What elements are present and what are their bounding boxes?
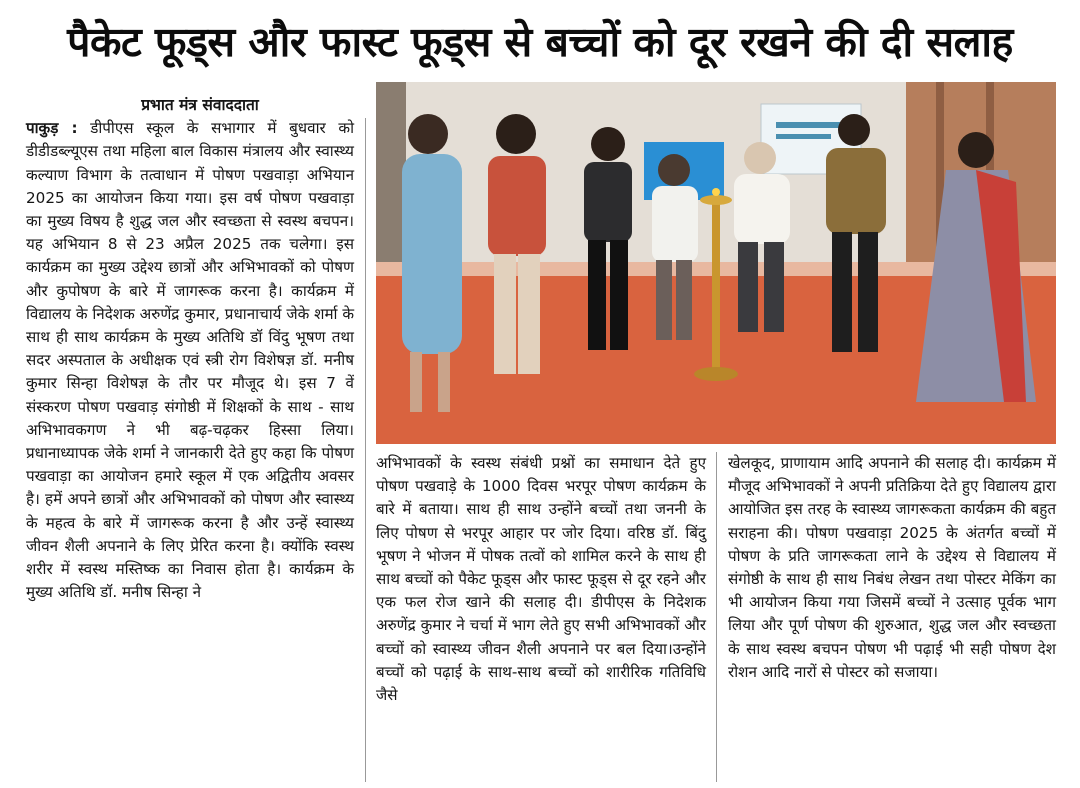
column-1-text: डीपीएस स्कूल के सभागार में बुधवार को डीडीडब्ल्यूएस तथा महिला बाल विकास मंत्रालय और स्वास्थ्य कल्याण विभाग के तत्वाधान में पोषण पखवाड़ा अभियान 2025 का आयोजन किया गया। इस वर्ष पोषण पखवाड़ा का मुख्य विषय है शुद्ध जल और स्वच्छता से स्वस्थ बचपन। यह अभियान 8 से 23 अप्रैल 2025 तक चलेगा। इस कार्यक्रम का मुख्य उद्देश्य छात्रों और अभिभावकों को पोषण और कुपोषण के बारे में जागरूक करना है। कार्यक्रम में विद्यालय के निदेशक अरुणेंद्र कुमार, प्रधानाचार्य जेके शर्मा के साथ ही साथ कार्यक्रम के मुख्य अतिथि डॉ विंदु भूषण तथा सदर अस्पताल के अधीक्षक एवं स्त्री रोग विशेषज्ञ डॉ. मनीष कुमार सिन्हा विशेषज्ञ के तौर पर मौजूद थे। इस 7 वें संस्करण पोषण पखवाड़ संगोष्ठी में शिक्षकों के साथ - साथ अभिभावकगण ने भी बढ़-चढ़कर हिस्सा लिया। प्रधानाध्यापक जेके शर्मा ने जानकारी देते हुए कहा कि पोषण पखवाड़ा का आयोजन हमारे स्कूल में एक अद्वितीय अवसर है। हमें अपने छात्रों और अभिभावकों को पोषण और स्वास्थ्य के महत्व के बारे में जागरूक करना है और उन्हें स्वास्थ्य जीवन शैली अपनाने के लिए प्रेरित करना है। क्योंकि स्वस्थ शरीर में स्वस्थ मस्तिष्क का निवास होता है। कार्यक्रम के मुख्य अतिथि डॉ. मनीष सिन्हा ने — [26, 119, 354, 602]
column-3-text: खेलकूद, प्राणायाम आदि अपनाने की सलाह दी। कार्यक्रम में मौजूद अभिभावकों ने अपनी प्रतिक्रिया देते हुए विद्यालय द्वारा आयोजित इस तरह के स्वास्थ्य जागरूकता कार्यक्रम की बहुत सराहना की। पोषण पखवाड़ा 2025 के अंतर्गत बच्चों में पोषण के प्रति जागरूकता लाने के उद्देश्य से विद्यालय में संगोष्ठी के साथ ही साथ निबंध लेखन तथा पोस्टर मेकिंग का भी आयोजन किया गया जिसमें बच्चों ने उत्साह पूर्वक भाग लिया और पूर्ण पोषण की शुरुआत, शुद्ध जल और स्वच्छता के साथ स्वस्थ बचपन पोषण भी पढ़ाई भी सही पोषण देश रोशन आदि नारों से पोस्टर को सजाया। — [728, 454, 1056, 681]
article-column-3 — [728, 452, 1056, 784]
byline: प्रभात मंत्र संवाददाता — [141, 96, 259, 114]
headline: पैकेट फूड्स और फास्ट फूड्स से बच्चों को दूर रखने की दी सलाह — [67, 18, 1013, 66]
column-2-text: अभिभावकों के स्वस्थ संबंधी प्रश्नों का समाधान देते हुए पोषण पखवाड़े के 1000 दिवस भरपूर पोषण कार्यक्रम के बारे में बताया। साथ ही साथ उन्होंने बच्चों तथा जननी के लिए पोषण से भरपूर आहार पर जोर दिया। वरिष्ठ डॉ. बिंदु भूषण ने भोजन में पोषक तत्वों को शामिल करने के साथ ही साथ बच्चों को पैकेट फूड्स और फास्ट फूड्स से दूर रहने और एक फल रोज खाने की सलाह दी। डीपीएस के निदेशक अरुणेंद्र कुमार ने चर्चा में भाग लेते हुए सभी अभिभावकों और बच्चों को स्वास्थ्य जीवन शैली अपनाने पर बल दिया।उन्होंने बच्चों को पढ़ाई के साथ-साथ बच्चों को शारीरिक गतिविधि जैसे — [376, 454, 706, 705]
article-column-1 — [26, 96, 354, 784]
column-divider — [716, 452, 717, 782]
news-photo — [376, 82, 1056, 444]
article-column-2 — [376, 452, 706, 784]
column-divider — [365, 118, 366, 782]
lamp-lighting-photo — [376, 82, 1056, 444]
dateline: पाकुड़ : — [26, 119, 78, 138]
